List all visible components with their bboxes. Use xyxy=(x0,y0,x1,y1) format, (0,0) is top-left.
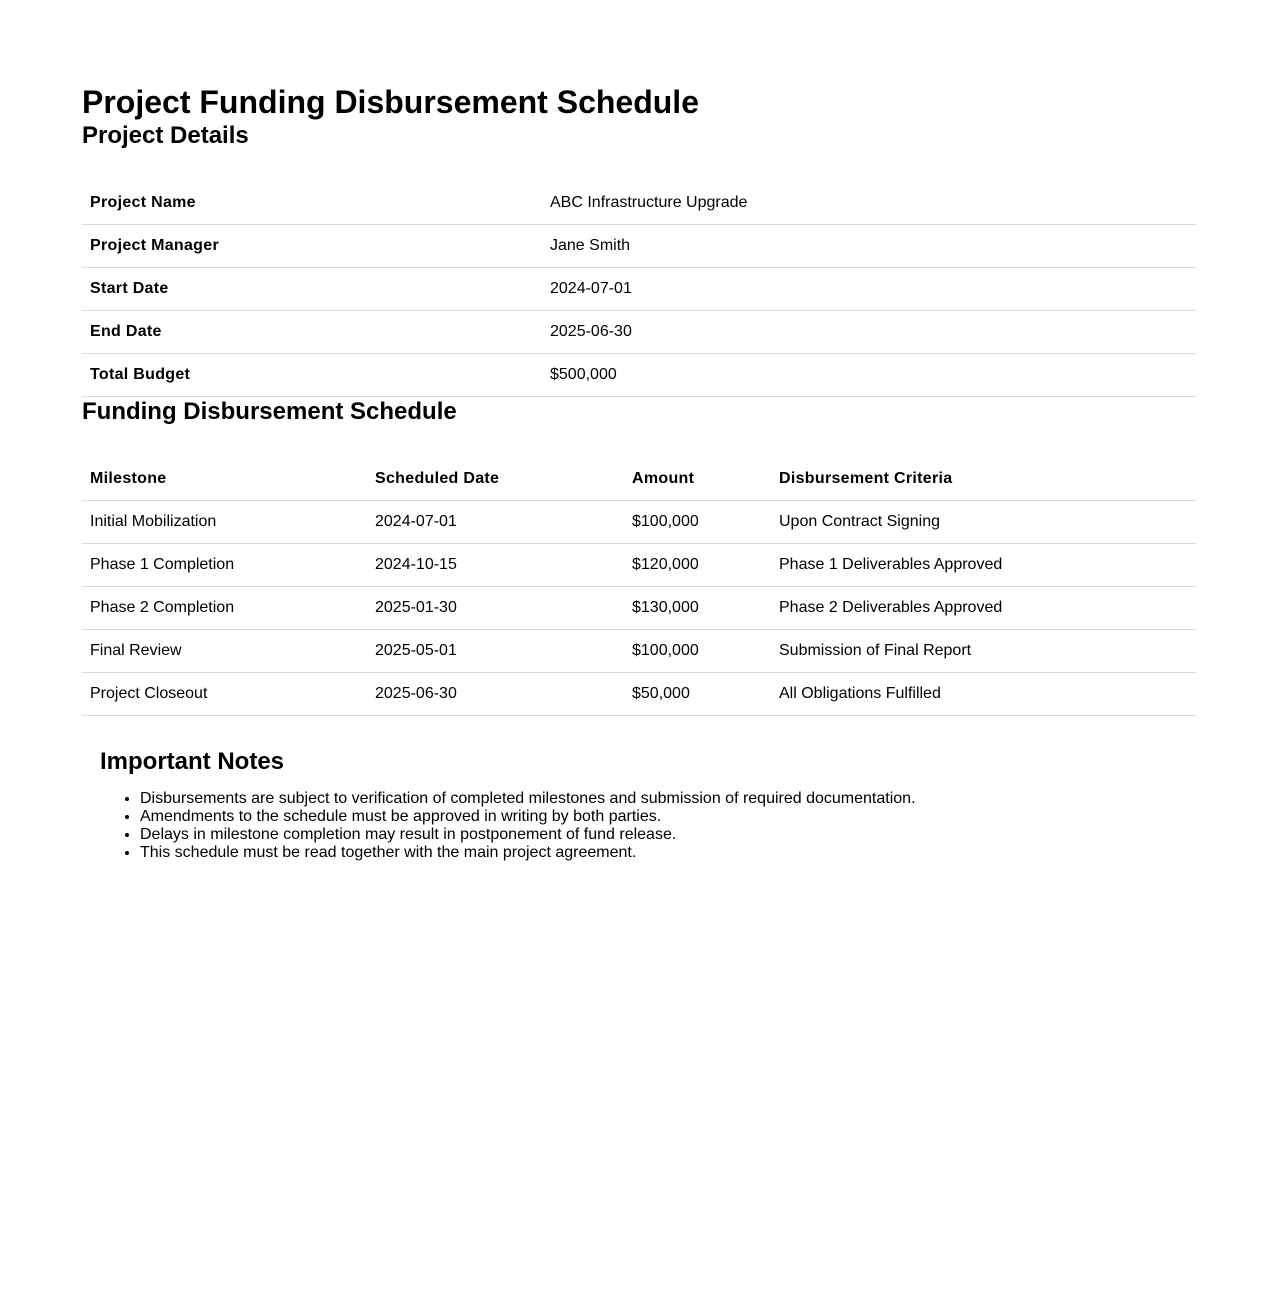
details-row xyxy=(82,354,1196,397)
list-item: • Amendments to the schedule must be approved in writing by both parties. xyxy=(140,808,1196,826)
list-item: • Disbursements are subject to verification of completed milestones and submission of required documentation. xyxy=(140,790,1196,808)
details-row xyxy=(82,311,1196,354)
milestone-cell: Final Review xyxy=(82,630,367,673)
column-header-milestone: Milestone xyxy=(82,457,367,501)
criteria-cell: Upon Contract Signing xyxy=(771,501,1196,544)
details-label: Total Budget xyxy=(82,354,542,397)
details-value: 2025-06-30 xyxy=(542,311,1196,354)
table-row xyxy=(82,501,1196,544)
project-details-table xyxy=(82,181,1196,397)
milestone-cell: Initial Mobilization xyxy=(82,501,367,544)
date-cell: 2024-10-15 xyxy=(367,544,624,587)
criteria-cell: Submission of Final Report xyxy=(771,630,1196,673)
column-header-scheduled-date: Scheduled Date xyxy=(367,457,624,501)
page-title: Project Funding Disbursement Schedule xyxy=(82,84,699,120)
notes-heading: Important Notes xyxy=(100,748,285,775)
details-label: End Date xyxy=(82,311,542,354)
date-cell: 2025-01-30 xyxy=(367,587,624,630)
date-cell: 2025-06-30 xyxy=(367,673,624,716)
project-details-heading: Project Details xyxy=(82,122,249,149)
date-cell: 2024-07-01 xyxy=(367,501,624,544)
details-label: Start Date xyxy=(82,268,542,311)
details-row xyxy=(82,268,1196,311)
criteria-cell: Phase 1 Deliverables Approved xyxy=(771,544,1196,587)
details-label: Project Name xyxy=(82,181,542,225)
details-label: Project Manager xyxy=(82,225,542,268)
amount-cell: $100,000 xyxy=(624,501,771,544)
details-value: ABC Infrastructure Upgrade xyxy=(542,181,1196,225)
column-header-criteria: Disbursement Criteria xyxy=(771,457,1196,501)
schedule-header-row xyxy=(82,457,1196,501)
amount-cell: $120,000 xyxy=(624,544,771,587)
list-item: • This schedule must be read together with the main project agreement. xyxy=(140,844,1196,862)
details-value: Jane Smith xyxy=(542,225,1196,268)
table-row xyxy=(82,630,1196,673)
amount-cell: $100,000 xyxy=(624,630,771,673)
amount-cell: $50,000 xyxy=(624,673,771,716)
table-row xyxy=(82,587,1196,630)
milestone-cell: Project Closeout xyxy=(82,673,367,716)
milestone-cell: Phase 1 Completion xyxy=(82,544,367,587)
schedule-table xyxy=(82,457,1196,716)
amount-cell: $130,000 xyxy=(624,587,771,630)
list-item: • Delays in milestone completion may result in postponement of fund release. xyxy=(140,826,1196,844)
details-value: 2024-07-01 xyxy=(542,268,1196,311)
milestone-cell: Phase 2 Completion xyxy=(82,587,367,630)
table-row xyxy=(82,544,1196,587)
schedule-heading: Funding Disbursement Schedule xyxy=(82,398,457,425)
criteria-cell: All Obligations Fulfilled xyxy=(771,673,1196,716)
details-row xyxy=(82,181,1196,225)
details-row xyxy=(82,225,1196,268)
column-header-amount: Amount xyxy=(624,457,771,501)
notes-list xyxy=(100,790,1196,862)
details-value: $500,000 xyxy=(542,354,1196,397)
important-notes xyxy=(82,747,1196,862)
date-cell: 2025-05-01 xyxy=(367,630,624,673)
criteria-cell: Phase 2 Deliverables Approved xyxy=(771,587,1196,630)
table-row xyxy=(82,673,1196,716)
